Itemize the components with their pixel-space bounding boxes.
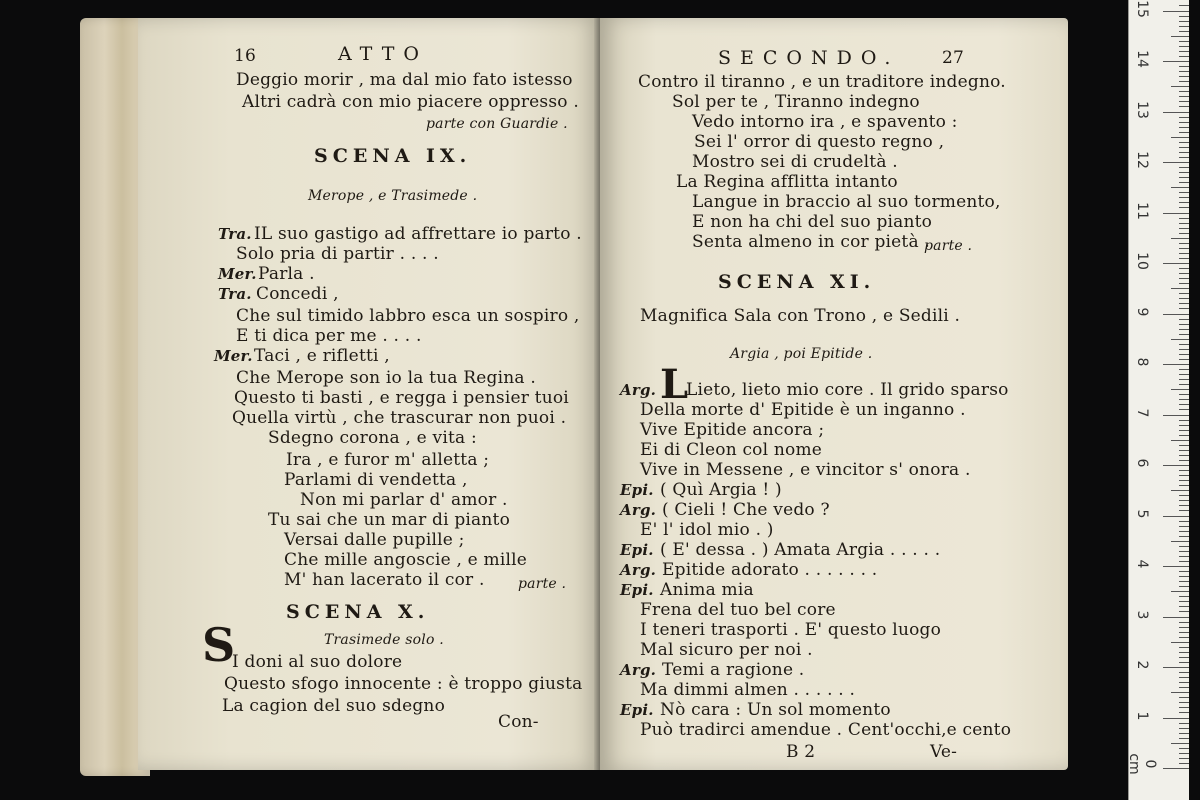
- dialogue-line: Ma dimmi almen . . . . . .: [640, 680, 856, 700]
- ruler-tick: [1179, 682, 1189, 683]
- ruler-tick: [1179, 172, 1189, 173]
- ruler-tick: [1163, 314, 1189, 315]
- ruler-tick: [1179, 526, 1189, 527]
- ruler-tick: [1179, 753, 1189, 754]
- ruler-tick: [1179, 672, 1189, 673]
- ruler-label: 13: [1134, 100, 1150, 119]
- dialogue-line: Della morte d' Epitide è un inganno .: [640, 400, 966, 420]
- ruler-tick: [1171, 288, 1189, 289]
- ruler-tick: [1179, 571, 1189, 572]
- ruler-tick: [1163, 213, 1189, 214]
- ruler-label: 11: [1134, 201, 1150, 220]
- dialogue-line: Può tradirci amendue . Cent'occhi,e cento: [640, 720, 1012, 740]
- ruler-tick: [1179, 637, 1189, 638]
- scene-title: SCENA X.: [286, 601, 430, 623]
- ruler-label: 9: [1134, 307, 1150, 316]
- ruler-label: 12: [1134, 151, 1150, 169]
- ruler-tick: [1163, 364, 1189, 365]
- aria-line: Non mi parlar d' amor .: [300, 490, 508, 510]
- ruler-tick: [1163, 516, 1189, 517]
- ruler-tick: [1179, 384, 1189, 385]
- ruler-tick: [1179, 218, 1189, 219]
- ruler-tick: [1179, 374, 1189, 375]
- text-line: I doni al suo dolore: [232, 652, 403, 672]
- speaker-label: Arg.: [620, 381, 657, 399]
- ruler-tick: [1179, 76, 1189, 77]
- ruler-tick: [1179, 182, 1189, 183]
- ruler-tick: [1171, 692, 1189, 693]
- speaker-label: Arg.: [620, 661, 657, 679]
- running-head: ATTO: [338, 43, 428, 65]
- speaker-label: Arg.: [620, 501, 657, 519]
- aria-line: Langue in braccio al suo tormento,: [692, 192, 1001, 212]
- ruler-tick: [1179, 596, 1189, 597]
- speaker-label: Tra.: [218, 225, 252, 243]
- scene-title: SCENA IX.: [314, 145, 472, 167]
- ruler-label: 1: [1134, 711, 1150, 720]
- ruler-tick: [1163, 11, 1189, 12]
- dialogue-line: Che Merope son io la tua Regina .: [236, 368, 536, 388]
- ruler-tick: [1179, 334, 1189, 335]
- ruler-tick: [1163, 162, 1189, 163]
- dialogue-line: I teneri trasporti . E' questo luogo: [640, 620, 942, 640]
- ruler-tick: [1179, 303, 1189, 304]
- ruler-tick: [1179, 66, 1189, 67]
- ruler-tick: [1179, 697, 1189, 698]
- ruler-tick: [1171, 86, 1189, 87]
- dialogue-line: Questo ti basti , e regga i pensier tuoi: [234, 388, 569, 408]
- ruler-tick: [1179, 728, 1189, 729]
- ruler-tick: [1179, 253, 1189, 254]
- dialogue-line: Ei di Cleon col nome: [640, 440, 823, 460]
- ruler-label: 4: [1134, 559, 1150, 569]
- aria-line: Vedo intorno ira , e spavento :: [692, 112, 958, 132]
- text-line: Deggio morir , ma dal mio fato istesso: [236, 70, 573, 90]
- catchword: Ve-: [930, 742, 958, 762]
- ruler-tick: [1179, 298, 1189, 299]
- ruler-tick: [1179, 41, 1189, 42]
- aria-line: Versai dalle pupille ;: [284, 530, 465, 550]
- ruler-tick: [1179, 248, 1189, 249]
- aria-line: Mostro sei di crudeltà .: [692, 152, 898, 172]
- ruler-label: 2: [1134, 660, 1150, 670]
- ruler-tick: [1179, 197, 1189, 198]
- dialogue-line: Taci , e rifletti ,: [254, 346, 390, 366]
- left-page: [138, 18, 600, 770]
- ruler-tick: [1179, 652, 1189, 653]
- ruler-tick: [1179, 207, 1189, 208]
- speaker-label: Epi.: [620, 481, 654, 499]
- text-line: Altri cadrà con mio piacere oppresso .: [242, 92, 579, 112]
- aria-line: M' han lacerato il cor .: [284, 570, 485, 590]
- speaker-label: Mer.: [214, 347, 253, 365]
- ruler-tick: [1163, 61, 1189, 62]
- ruler-tick: [1179, 738, 1189, 739]
- ruler-tick: [1179, 758, 1189, 759]
- ruler-tick: [1179, 707, 1189, 708]
- ruler-tick: [1179, 551, 1189, 552]
- aria-line: La Regina afflitta intanto: [676, 172, 898, 192]
- ruler-tick: [1179, 702, 1189, 703]
- dialogue-line: Epitide adorato . . . . . . .: [662, 560, 878, 580]
- ruler-tick: [1179, 480, 1189, 481]
- ruler-tick: [1179, 420, 1189, 421]
- ruler-tick: [1179, 379, 1189, 380]
- stage-direction: parte con Guardie .: [426, 116, 568, 132]
- ruler-tick: [1179, 243, 1189, 244]
- ruler-tick: [1179, 606, 1189, 607]
- speaker-label: Tra.: [218, 285, 252, 303]
- dialogue-line: Che sul timido labbro esca un sospiro ,: [236, 306, 580, 326]
- speaker-label: Arg.: [620, 561, 657, 579]
- ruler-label: 0 cm: [1126, 753, 1158, 775]
- dialogue-line: ( E' dessa . ) Amata Argia . . . . .: [660, 540, 941, 560]
- ruler-tick: [1179, 712, 1189, 713]
- ruler-tick: [1179, 157, 1189, 158]
- speaker-label: Epi.: [620, 701, 654, 719]
- aria-line: Tu sai che un mar di pianto: [268, 510, 511, 530]
- ruler-tick: [1179, 202, 1189, 203]
- ruler-tick: [1171, 389, 1189, 390]
- ruler-tick: [1179, 223, 1189, 224]
- aria-line: Senta almeno in cor pietà .: [692, 232, 930, 252]
- dialogue-line: Vive Epitide ancora ;: [640, 420, 825, 440]
- ruler-tick: [1179, 409, 1189, 410]
- dialogue-line: ( Quì Argia ! ): [660, 480, 782, 500]
- ruler-tick: [1179, 147, 1189, 148]
- ruler-tick: [1179, 657, 1189, 658]
- ruler-tick: [1179, 611, 1189, 612]
- ruler-tick: [1179, 268, 1189, 269]
- ruler-tick: [1179, 122, 1189, 123]
- ruler-tick: [1179, 748, 1189, 749]
- dialogue-line: Temi a ragione .: [662, 660, 805, 680]
- page-number: 16: [234, 46, 257, 66]
- ruler-tick: [1179, 622, 1189, 623]
- ruler-tick: [1179, 450, 1189, 451]
- ruler-tick: [1179, 723, 1189, 724]
- ruler-tick: [1179, 531, 1189, 532]
- ruler-tick: [1179, 521, 1189, 522]
- scene-cast: Argia , poi Epitide .: [730, 346, 873, 362]
- scene-setting: Magnifica Sala con Trono , e Sedili .: [640, 306, 961, 326]
- dialogue-line: Mal sicuro per noi .: [640, 640, 813, 660]
- ruler-tick: [1179, 455, 1189, 456]
- ruler-tick: [1179, 142, 1189, 143]
- aria-line: Ira , e furor m' alletta ;: [286, 450, 490, 470]
- ruler-tick: [1179, 445, 1189, 446]
- signature-mark: B 2: [786, 742, 816, 762]
- ruler-tick: [1179, 319, 1189, 320]
- ruler-tick: [1179, 495, 1189, 496]
- drop-capital: S: [202, 618, 236, 672]
- ruler-tick: [1179, 404, 1189, 405]
- right-page: [600, 18, 1068, 770]
- text-line: La cagion del suo sdegno: [222, 696, 446, 716]
- scene-cast: Merope , e Trasimede .: [308, 188, 478, 204]
- stage-direction: parte .: [924, 238, 973, 254]
- ruler-tick: [1179, 233, 1189, 234]
- catchword: Con-: [498, 712, 539, 732]
- ruler-tick: [1179, 273, 1189, 274]
- ruler-tick: [1179, 359, 1189, 360]
- ruler-tick: [1171, 339, 1189, 340]
- ruler-tick: [1163, 667, 1189, 668]
- dialogue-line: Nò cara : Un sol momento: [660, 700, 891, 720]
- ruler-tick: [1163, 768, 1189, 769]
- aria-line: Sol per te , Tiranno indegno: [672, 92, 920, 112]
- ruler-tick: [1179, 228, 1189, 229]
- scene-cast: Trasimede solo .: [324, 632, 444, 648]
- ruler-tick: [1179, 505, 1189, 506]
- ruler-tick: [1179, 308, 1189, 309]
- dialogue-line: IL suo gastigo ad affrettare io parto .: [254, 224, 582, 244]
- ruler-tick: [1179, 258, 1189, 259]
- ruler-tick: [1171, 137, 1189, 138]
- dialogue-line: Concedi ,: [256, 284, 339, 304]
- ruler-tick: [1179, 117, 1189, 118]
- ruler-tick: [1179, 344, 1189, 345]
- ruler-tick: [1171, 187, 1189, 188]
- ruler-tick: [1179, 283, 1189, 284]
- ruler-tick: [1179, 581, 1189, 582]
- ruler-tick: [1163, 263, 1189, 264]
- ruler-tick: [1179, 601, 1189, 602]
- ruler-tick: [1179, 293, 1189, 294]
- dialogue-line: Parla .: [258, 264, 315, 284]
- ruler-tick: [1179, 81, 1189, 82]
- dialogue-line: Frena del tuo bel core: [640, 600, 836, 620]
- ruler-tick: [1179, 561, 1189, 562]
- ruler-tick: [1179, 687, 1189, 688]
- stage-direction: parte .: [518, 576, 567, 592]
- ruler-tick: [1179, 16, 1189, 17]
- ruler-tick: [1179, 71, 1189, 72]
- ruler-tick: [1171, 743, 1189, 744]
- ruler-tick: [1179, 152, 1189, 153]
- ruler-tick: [1179, 430, 1189, 431]
- ruler-tick: [1179, 132, 1189, 133]
- ruler-tick: [1179, 26, 1189, 27]
- ruler-tick: [1179, 460, 1189, 461]
- ruler-tick: [1171, 440, 1189, 441]
- speaker-label: Epi.: [620, 541, 654, 559]
- ruler-label: 14: [1134, 50, 1150, 68]
- ruler-tick: [1179, 470, 1189, 471]
- ruler-label: 6: [1134, 458, 1150, 468]
- drop-capital: L: [660, 361, 689, 408]
- ruler-tick: [1179, 425, 1189, 426]
- ruler-label: 3: [1134, 610, 1150, 619]
- ruler-tick: [1179, 677, 1189, 678]
- ruler-tick: [1179, 647, 1189, 648]
- ruler-label: 7: [1134, 408, 1150, 417]
- ruler-tick: [1171, 541, 1189, 542]
- ruler-tick: [1163, 718, 1189, 719]
- ruler-tick: [1163, 566, 1189, 567]
- ruler-label: 8: [1134, 357, 1150, 367]
- ruler-tick: [1179, 627, 1189, 628]
- ruler-tick: [1179, 31, 1189, 32]
- ruler-tick: [1163, 465, 1189, 466]
- ruler-tick: [1179, 324, 1189, 325]
- ruler-tick: [1179, 167, 1189, 168]
- ruler-tick: [1163, 617, 1189, 618]
- ruler-tick: [1171, 490, 1189, 491]
- ruler-tick: [1179, 510, 1189, 511]
- ruler-tick: [1179, 576, 1189, 577]
- aria-line: Sei l' orror di questo regno ,: [694, 132, 945, 152]
- ruler-tick: [1179, 763, 1189, 764]
- ruler-tick: [1179, 51, 1189, 52]
- ruler-tick: [1179, 21, 1189, 22]
- ruler-tick: [1179, 632, 1189, 633]
- aria-line: E non ha chi del suo pianto: [692, 212, 933, 232]
- dialogue-line: ( Cieli ! Che vedo ?: [662, 500, 830, 520]
- ruler-tick: [1179, 46, 1189, 47]
- ruler-tick: [1179, 96, 1189, 97]
- ruler-tick: [1171, 591, 1189, 592]
- text-line: Questo sfogo innocente : è troppo giusta: [224, 674, 583, 694]
- dialogue-line: E ti dica per me . . . .: [236, 326, 422, 346]
- dialogue-line: Anima mia: [660, 580, 754, 600]
- ruler-tick: [1179, 192, 1189, 193]
- ruler-tick: [1179, 399, 1189, 400]
- ruler-tick: [1179, 177, 1189, 178]
- ruler-tick: [1179, 733, 1189, 734]
- ruler-tick: [1179, 354, 1189, 355]
- ruler-tick: [1179, 56, 1189, 57]
- aria-line: Sdegno corona , e vita :: [268, 428, 477, 448]
- ruler-label: 5: [1134, 509, 1150, 518]
- ruler-tick: [1179, 546, 1189, 547]
- dialogue-line: E' l' idol mio . ): [640, 520, 774, 540]
- speaker-label: Epi.: [620, 581, 654, 599]
- ruler-tick: [1171, 642, 1189, 643]
- ruler-tick: [1179, 662, 1189, 663]
- text-line: Contro il tiranno , e un traditore indegno.: [638, 72, 1006, 92]
- ruler-tick: [1179, 369, 1189, 370]
- ruler-tick: [1179, 500, 1189, 501]
- ruler-tick: [1179, 435, 1189, 436]
- ruler-tick: [1171, 36, 1189, 37]
- ruler-tick: [1179, 485, 1189, 486]
- ruler-tick: [1179, 329, 1189, 330]
- ruler-tick: [1179, 106, 1189, 107]
- ruler-tick: [1179, 536, 1189, 537]
- ruler-tick: [1179, 556, 1189, 557]
- page-number: 27: [942, 48, 965, 68]
- ruler-tick: [1171, 238, 1189, 239]
- ruler-tick: [1179, 91, 1189, 92]
- dialogue-line: Lieto, lieto mio core . Il grido sparso: [686, 380, 1009, 400]
- ruler-label: 15: [1134, 0, 1150, 18]
- ruler-tick: [1179, 475, 1189, 476]
- ruler-label: 10: [1134, 252, 1150, 270]
- running-head: SECONDO.: [718, 47, 900, 69]
- speaker-label: Mer.: [218, 265, 257, 283]
- ruler-tick: [1179, 394, 1189, 395]
- scene-title: SCENA XI.: [718, 271, 876, 293]
- aria-line: Parlami di vendetta ,: [284, 470, 468, 490]
- dialogue-line: Solo pria di partir . . . .: [236, 244, 439, 264]
- dialogue-line: Vive in Messene , e vincitor s' onora .: [640, 460, 971, 480]
- dialogue-line: Quella virtù , che trascurar non puoi .: [232, 408, 567, 428]
- measurement-ruler: [1128, 0, 1189, 800]
- ruler-tick: [1179, 5, 1189, 6]
- ruler-tick: [1179, 127, 1189, 128]
- ruler-tick: [1179, 278, 1189, 279]
- ruler-tick: [1163, 415, 1189, 416]
- ruler-tick: [1179, 349, 1189, 350]
- ruler-tick: [1163, 112, 1189, 113]
- ruler-tick: [1179, 586, 1189, 587]
- ruler-tick: [1179, 101, 1189, 102]
- aria-line: Che mille angoscie , e mille: [284, 550, 528, 570]
